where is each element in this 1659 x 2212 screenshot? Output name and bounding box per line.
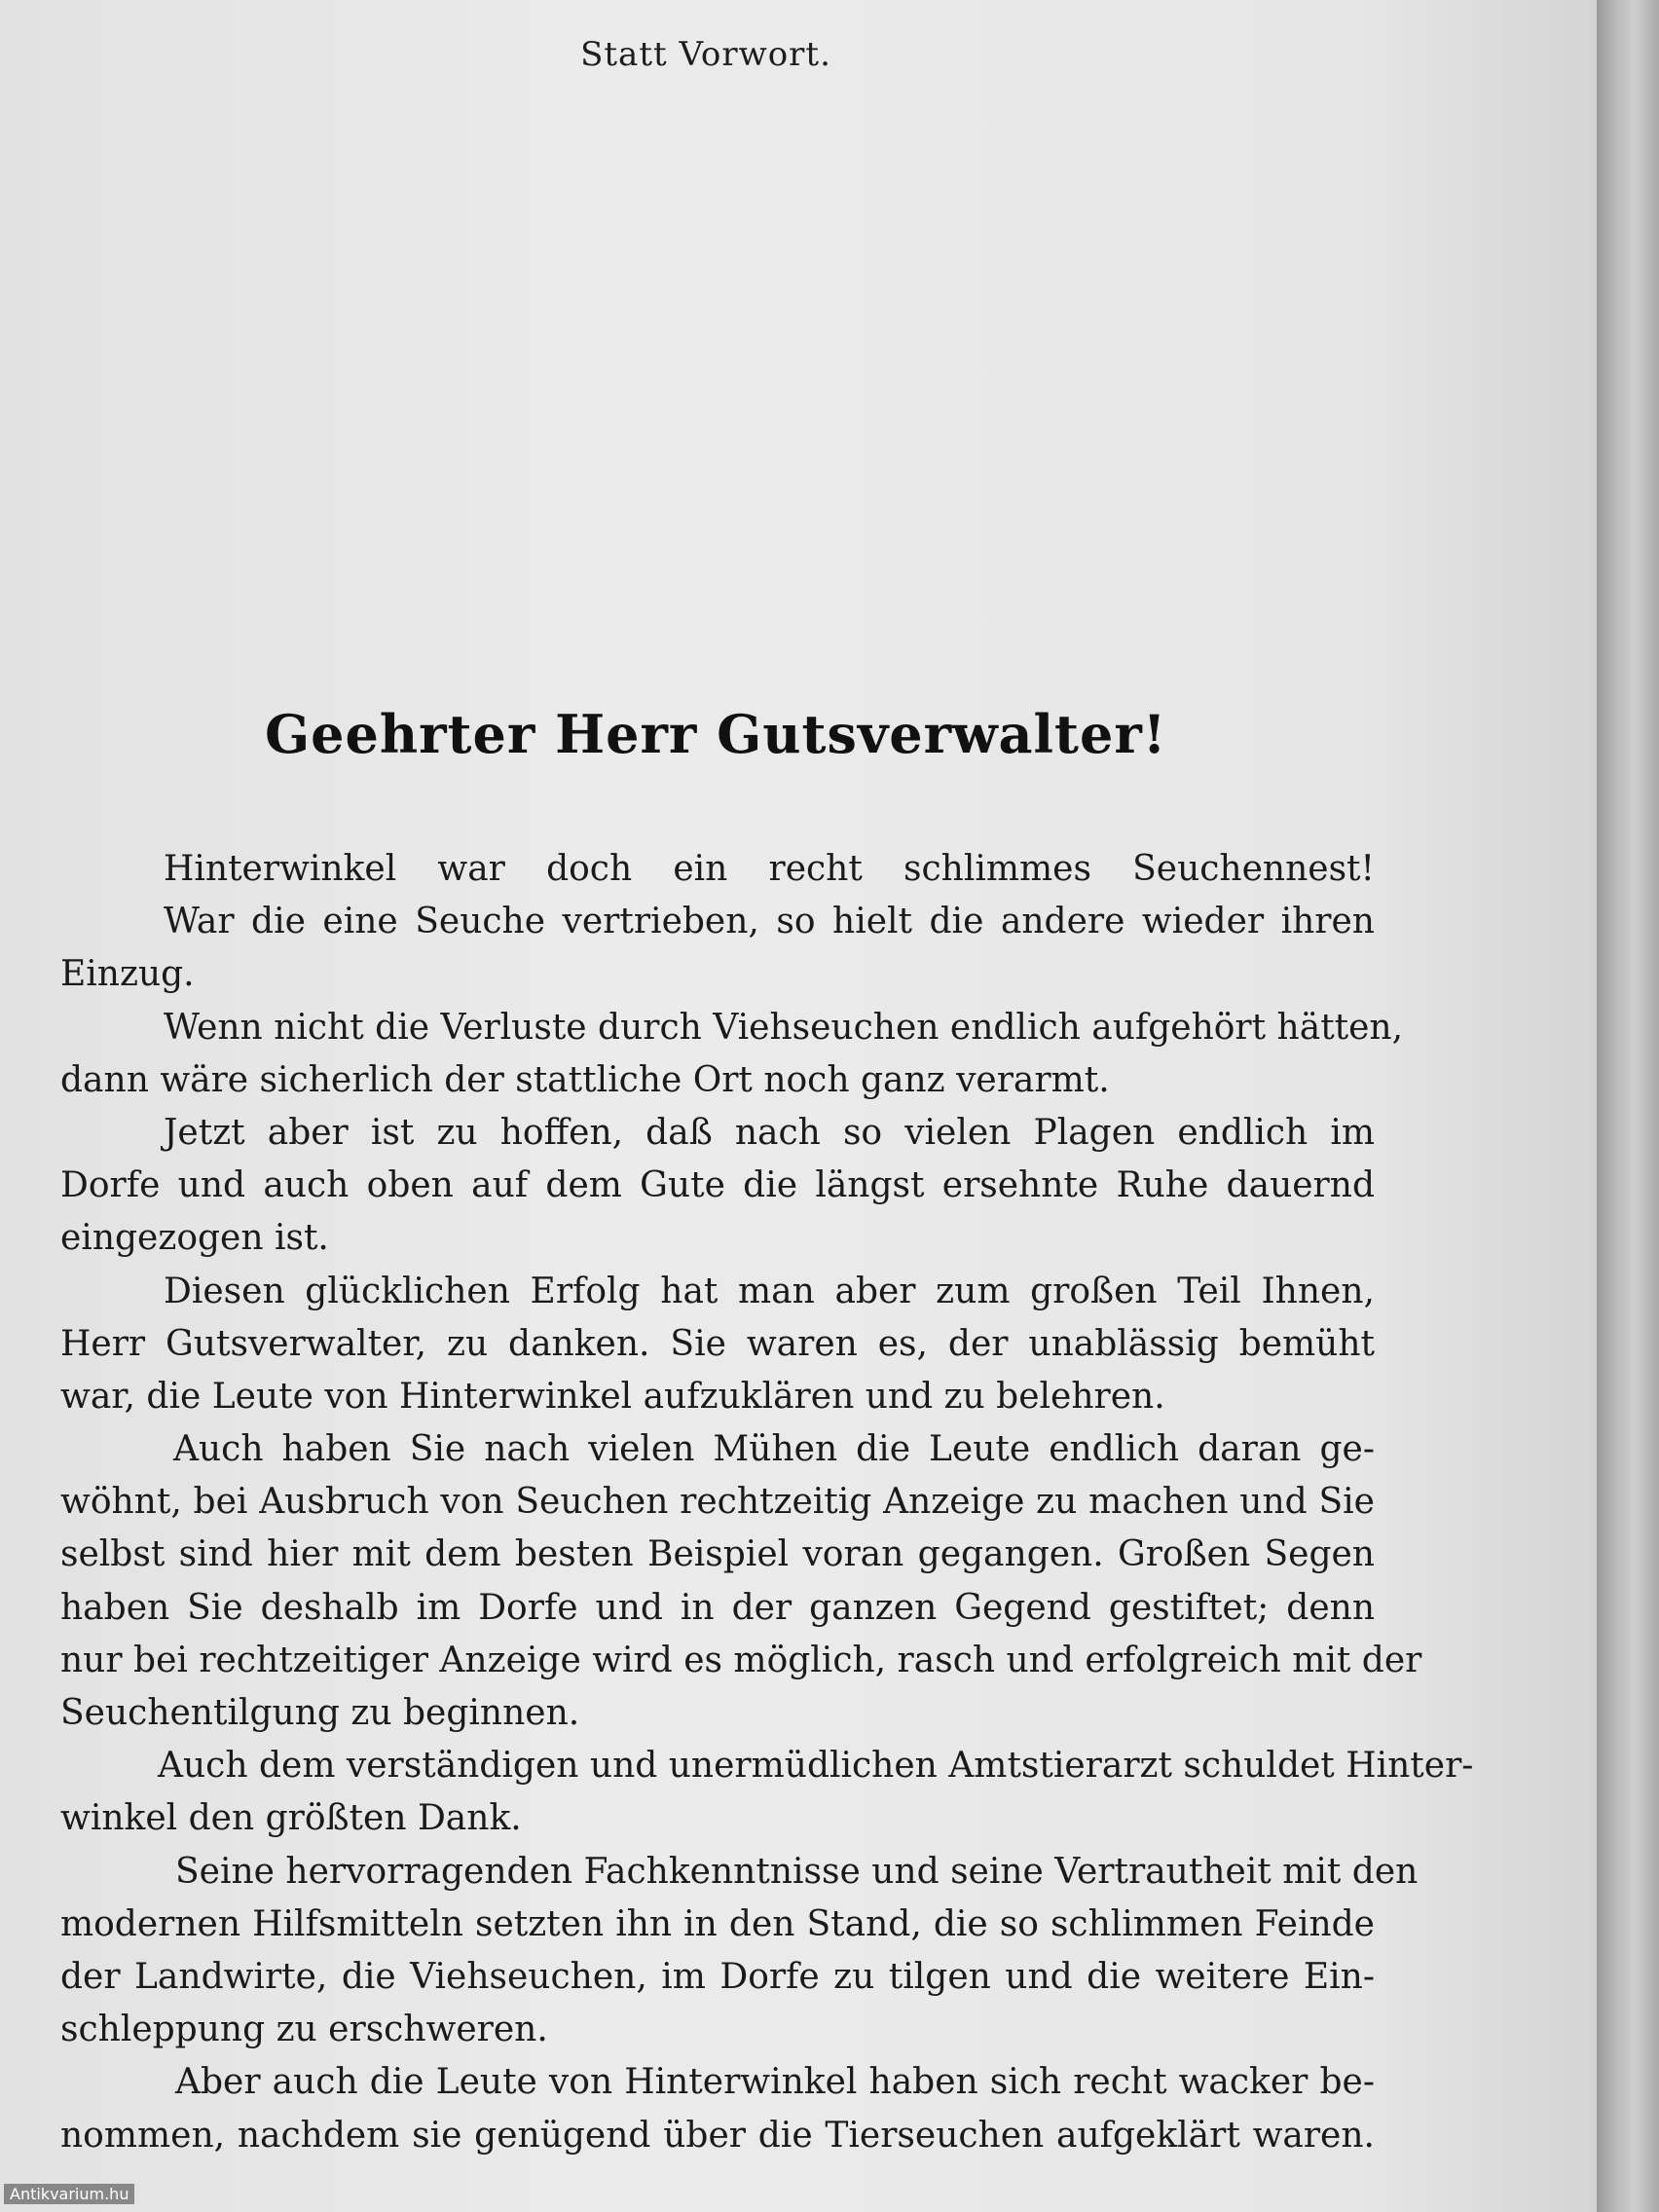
- text-line: Seine hervorragenden Fachkenntnisse und seine Vertrautheit mit den: [175, 1851, 1419, 1892]
- text-line: Dorfe und auch oben auf dem Gute die längst ersehnte Ruhe dauernd: [60, 1165, 1375, 1206]
- text-line: Wenn nicht die Verluste durch Viehseuchen endlich aufgehört hätten,: [164, 1007, 1404, 1048]
- text-line: Seuchentilgung zu beginnen.: [60, 1693, 580, 1733]
- text-line: Auch dem verständigen und unermüdlichen Amtstierarzt schuldet Hinter-: [158, 1746, 1474, 1787]
- text-line: selbst sind hier mit dem besten Beispiel voran gegangen. Großen Segen: [60, 1534, 1375, 1575]
- text-line: dann wäre sicherlich der stattliche Ort noch ganz verarmt.: [60, 1059, 1110, 1100]
- text-line: der Landwirte, die Viehseuchen, im Dorfe zu tilgen und die weitere Ein-: [60, 1956, 1375, 1997]
- running-head: Statt Vorwort.: [580, 35, 831, 74]
- text-line: Herr Gutsverwalter, zu danken. Sie waren es, der unablässig bemüht: [60, 1323, 1375, 1364]
- text-line: winkel den größten Dank.: [60, 1798, 522, 1839]
- body-text: [60, 843, 1474, 2162]
- text-line: Jetzt aber ist zu hoffen, daß nach so vielen Plagen endlich im: [164, 1112, 1375, 1153]
- text-line: Einzug.: [60, 954, 195, 995]
- text-line: schleppung zu erschweren.: [60, 2009, 548, 2050]
- text-line: modernen Hilfsmitteln setzten ihn in den Stand, die so schlimmen Feinde: [60, 1903, 1375, 1944]
- text-line: Hinterwinkel war doch ein recht schlimmes Seuchennest!: [164, 849, 1375, 889]
- text-line: eingezogen ist.: [60, 1218, 329, 1259]
- text-line: haben Sie deshalb im Dorfe und in der ganzen Gegend gestiftet; denn: [60, 1587, 1375, 1628]
- text-line: wöhnt, bei Ausbruch von Seuchen rechtzeitig Anzeige zu machen und Sie: [60, 1482, 1375, 1523]
- text-line: War die eine Seuche vertrieben, so hielt die andere wieder ihren: [164, 902, 1375, 942]
- text-line: nommen, nachdem sie genügend über die Tierseuchen aufgeklärt waren.: [60, 2115, 1375, 2156]
- page-heading: Geehrter Herr Gutsverwalter!: [265, 703, 1167, 765]
- text-line: Diesen glücklichen Erfolg hat man aber zum großen Teil Ihnen,: [164, 1271, 1375, 1311]
- text-line: Aber auch die Leute von Hinterwinkel haben sich recht wacker be-: [175, 2062, 1375, 2103]
- text-line: nur bei rechtzeitiger Anzeige wird es möglich, rasch und erfolgreich mit der: [60, 1640, 1422, 1680]
- text-line: war, die Leute von Hinterwinkel aufzuklären und zu belehren.: [60, 1376, 1165, 1417]
- book-gutter: [1597, 0, 1659, 2212]
- watermark: Antikvarium.hu: [4, 2184, 134, 2204]
- text-line: Auch haben Sie nach vielen Mühen die Leute endlich daran ge-: [173, 1429, 1375, 1470]
